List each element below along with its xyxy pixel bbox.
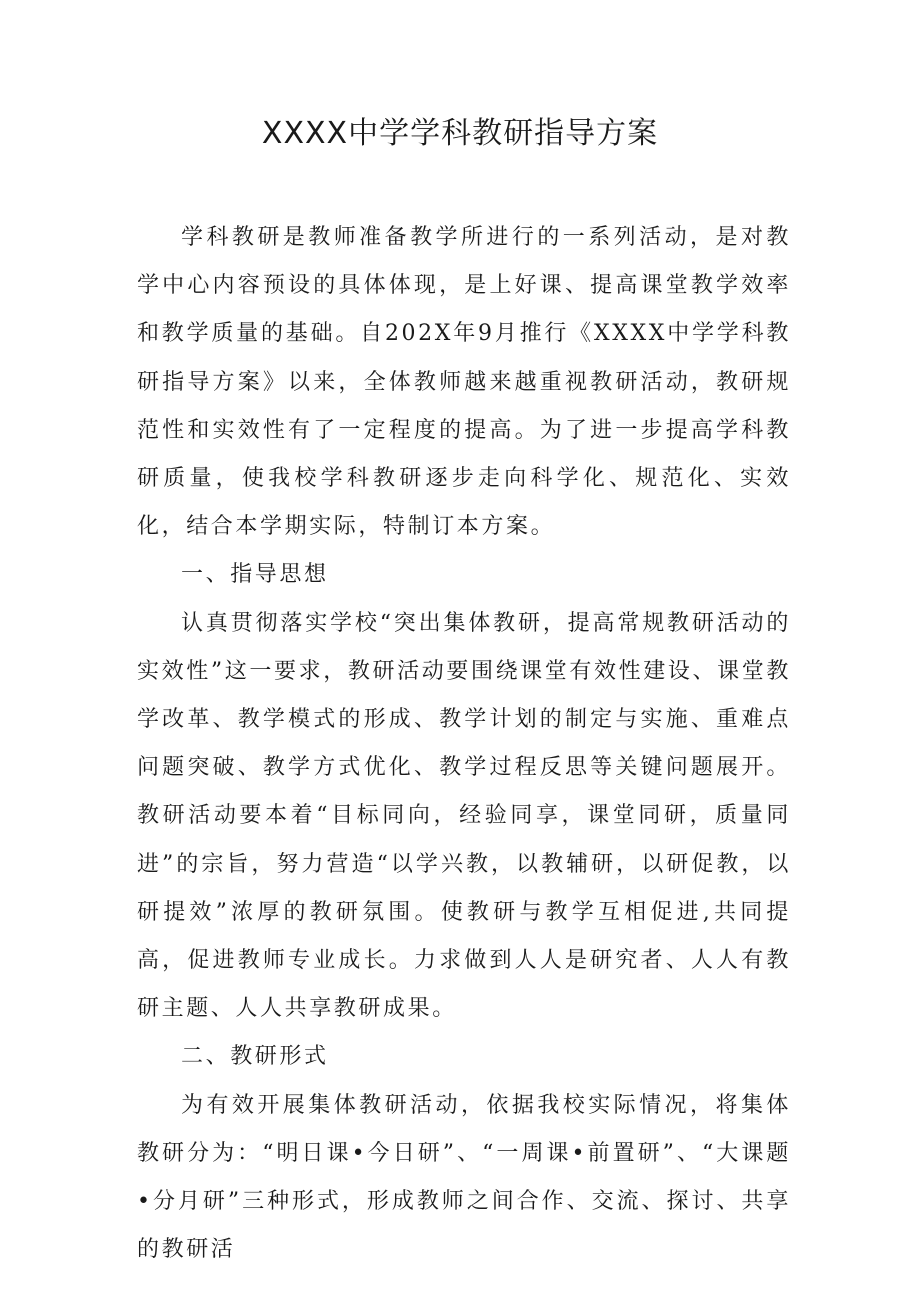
section-heading-research-forms: 二、教研形式 xyxy=(181,1044,329,1070)
section-paragraph-research-forms: 为有效开展集体教研活动，依据我校实际情况，将集体教研分为：“明日课•今日研”、“一周课•前置研”、“大课题•分月研”三种形式，形成教师之间合作、交流、探讨、共享的教研活 xyxy=(137,1092,791,1263)
intro-paragraph: 学科教研是教师准备教学所进行的一系列活动，是对教学中心内容预设的具体体现，是上好课、提高课堂教学效率和教学质量的基础。自202X年9月推行《XXXX中学学科教研指导方案》以来，全体教师越来越重视教研活动，教研规范性和实效性有了一定程度的提高。为了进一步提高学科教研质量，使我校学科教研逐步走向科学化、规范化、实效化，结合本学期实际，特制订本方案。 xyxy=(137,225,791,540)
section-paragraph-guiding-ideology: 认真贯彻落实学校“突出集体教研，提高常规教研活动的实效性”这一要求，教研活动要围绕课堂有效性建设、课堂教学改革、教学模式的形成、教学计划的制定与实施、重难点问题突破、教学方式优化、教学过程反思等关键问题展开。教研活动要本着“目标同向，经验同享，课堂同研，质量同进”的宗旨，努力营造“以学兴教，以教辅研，以研促教，以研提效”浓厚的教研氛围。使教研与教学互相促进,共同提高，促进教师专业成长。力求做到人人是研究者、人人有教研主题、人人共享教研成果。 xyxy=(137,610,791,1022)
document-body xyxy=(137,214,791,1274)
section-heading-guiding-ideology: 一、指导思想 xyxy=(181,562,329,588)
document-title: XXXX中学学科教研指导方案 xyxy=(261,116,659,151)
